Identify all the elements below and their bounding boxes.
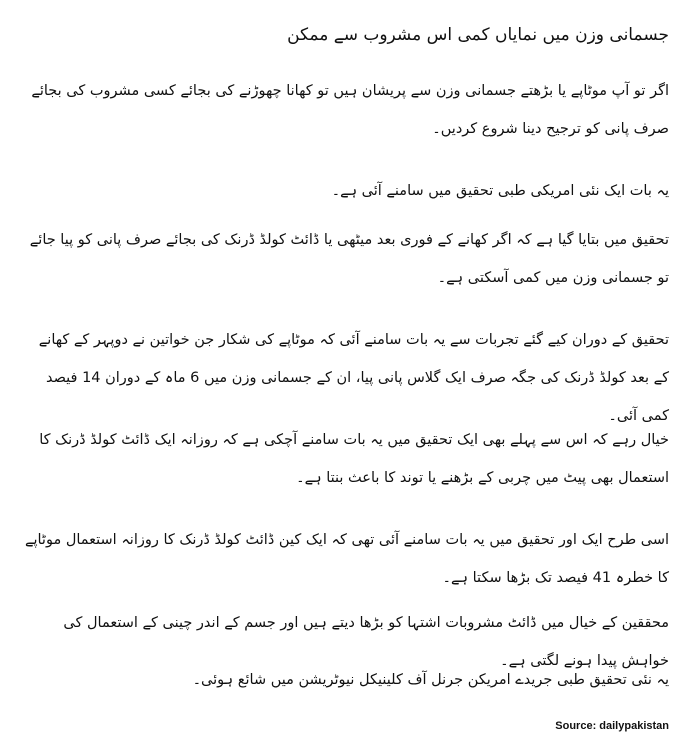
article-paragraph-4: تحقیق کے دوران کیے گئے تجربات سے یہ بات سامنے آئی کہ موٹاپے کی شکار جن خواتین نے دوپہر کے کھانے کے بعد کولڈ ڈرنک کی جگہ صرف ایک گلاس پانی پیا، ان کے جسمانی وزن میں 6 ماہ کے دوران 14 فیصد کمی آئی۔ [38, 332, 669, 424]
article-paragraph-7: محققین کے خیال میں ڈائٹ مشروبات اشتہا کو بڑھا دیتے ہیں اور جسم کے اندر چینی کے استعمال کی خواہش پیدا ہونے لگتی ہے۔ [63, 615, 669, 669]
article-paragraph-1: اگر تو آپ موٹاپے یا بڑھتے جسمانی وزن سے پریشان ہیں تو کھانا چھوڑنے کی بجائے کسی مشروب کی بجائے صرف پانی کو ترجیح دینا شروع کردیں۔ [31, 83, 669, 137]
article-paragraph-6: اسی طرح ایک اور تحقیق میں یہ بات سامنے آئی تھی کہ ایک کین ڈائٹ کولڈ ڈرنک کا روزانہ استعمال موٹاپے کا خطرہ 41 فیصد تک بڑھا سکتا ہے۔ [24, 532, 669, 586]
article-paragraph-8: یہ نئی تحقیق طبی جریدے امریکن جرنل آف کلینیکل نیوٹریشن میں شائع ہوئی۔ [192, 672, 669, 688]
article-paragraph-3: تحقیق میں بتایا گیا ہے کہ اگر کھانے کے فوری بعد میٹھی یا ڈائٹ کولڈ ڈرنک کی بجائے صرف پانی کو پیا جائے تو جسمانی وزن میں کمی آسکتی ہے۔ [29, 232, 669, 286]
source-credit: Source: dailypakistan [555, 720, 669, 732]
article-title: جسمانی وزن میں نمایاں کمی اس مشروب سے ممکن [287, 25, 669, 45]
article-paragraph-2: یہ بات ایک نئی امریکی طبی تحقیق میں سامنے آئی ہے۔ [331, 183, 669, 199]
article-paragraph-5: خیال رہے کہ اس سے پہلے بھی ایک تحقیق میں یہ بات سامنے آچکی ہے کہ روزانہ ایک ڈائٹ کولڈ ڈرنک کا استعمال بھی پیٹ میں چربی کے بڑھنے یا توند کا باعث بنتا ہے۔ [39, 432, 669, 486]
